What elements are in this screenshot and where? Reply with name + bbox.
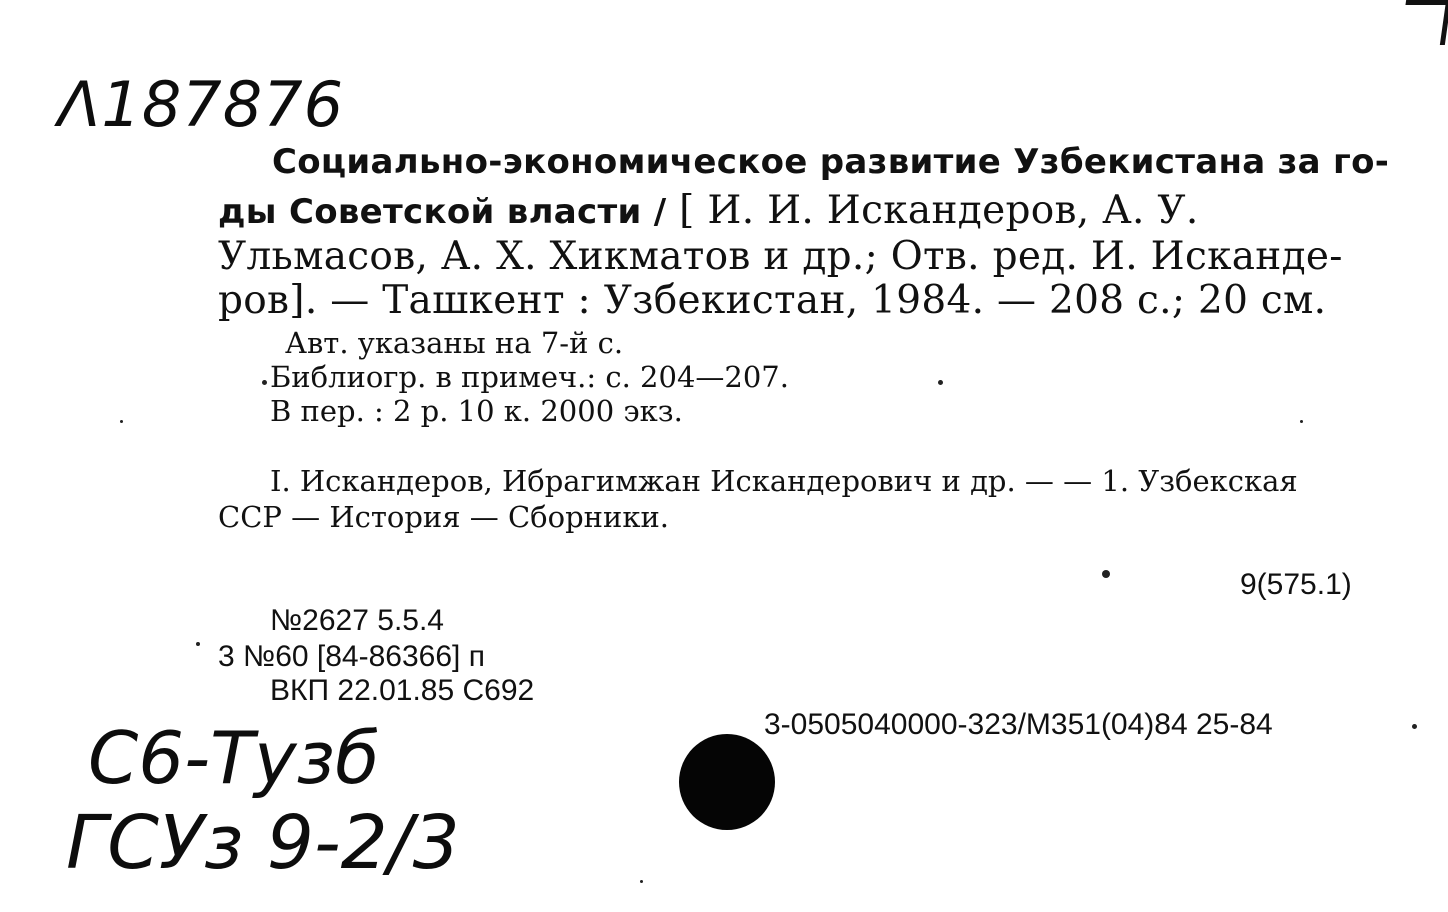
scan-speck xyxy=(640,880,643,883)
scan-speck xyxy=(1300,420,1303,423)
card-corner-mark xyxy=(1400,0,1448,45)
note-bibliography: Библиогр. в примеч.: с. 204—207. xyxy=(270,360,789,394)
print-info-line-2: 3 №60 [84-86366] п xyxy=(218,640,485,673)
scan-speck xyxy=(1412,724,1417,729)
title-line-3: Ульмасов, А. Х. Хикматов и др.; Отв. ред. И. Исканде- xyxy=(218,234,1343,279)
title-line-2-bold: ды Советской власти / xyxy=(218,192,667,232)
print-info-line-3: ВКП 22.01.85 С692 xyxy=(270,674,535,707)
note-authors: Авт. указаны на 7-й с. xyxy=(285,326,624,360)
title-line-2 xyxy=(218,188,1199,233)
scan-speck xyxy=(1102,570,1110,578)
publication-code-line: 3-0505040000-323/М351(04)84 25-84 xyxy=(764,708,1273,741)
tracings-line-1: I. Искандеров, Ибрагимжан Искандерович и др. — — 1. Узбекская xyxy=(270,464,1298,498)
scan-speck xyxy=(196,642,200,646)
tracings-line-2: ССР — История — Сборники. xyxy=(218,500,669,534)
handwritten-shelf-mark-2: ГСУз 9-2/3 xyxy=(66,800,460,886)
note-price: В пер. : 2 р. 10 к. 2000 экз. xyxy=(270,394,683,428)
title-line-4: ров]. — Ташкент : Узбекистан, 1984. — 208 с.; 20 см. xyxy=(218,278,1327,323)
classification-index: 9(575.1) xyxy=(1240,568,1352,601)
handwritten-shelf-mark-1: С6-Тузб xyxy=(88,716,380,800)
handwritten-catalog-number: Λ187876 xyxy=(58,68,345,141)
card-punch-hole xyxy=(679,734,775,830)
scan-speck xyxy=(938,380,943,385)
title-line-1: Социально-экономическое развитие Узбекистана за го- xyxy=(272,142,1390,182)
scan-speck xyxy=(262,380,267,385)
print-info-line-1: №2627 5.5.4 xyxy=(270,604,444,637)
scan-speck xyxy=(120,420,123,423)
title-line-2-rest: [ И. И. Искандеров, А. У. xyxy=(666,188,1199,233)
